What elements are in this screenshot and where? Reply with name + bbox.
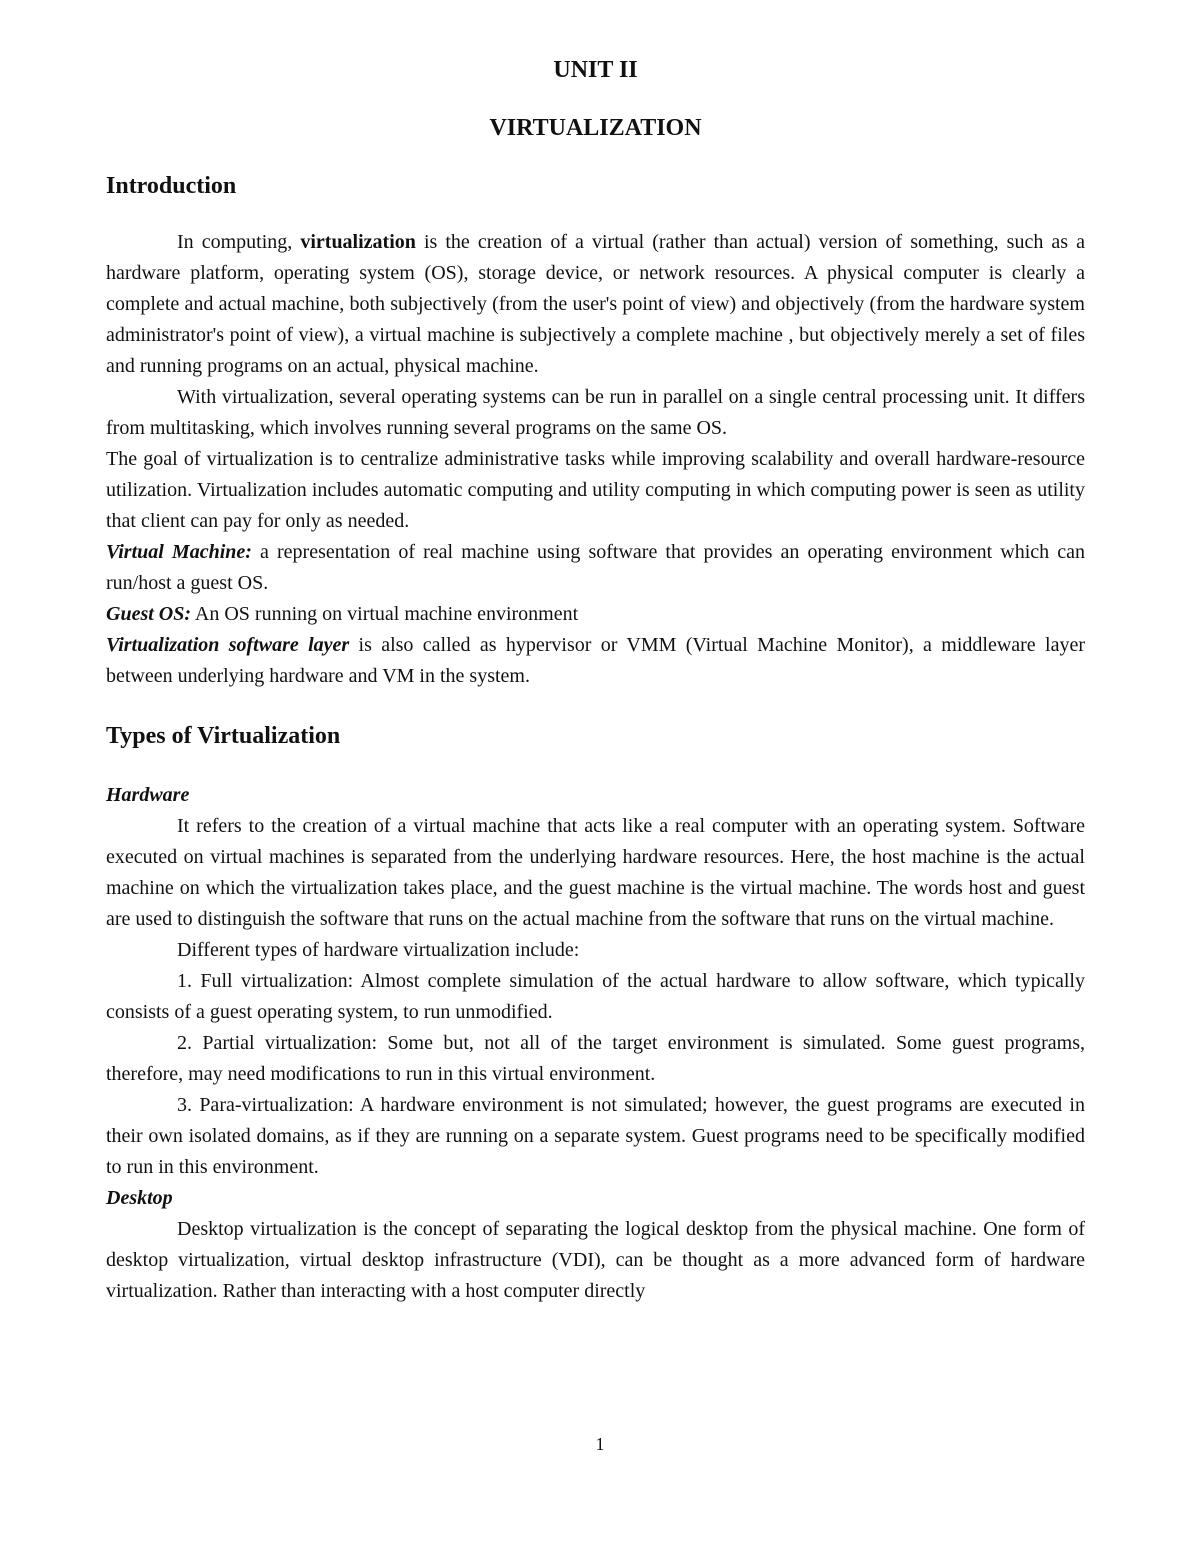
subheading-hardware: Hardware [106,784,190,806]
definition-software-layer [106,630,1085,692]
intro-paragraph-2: With virtualization, several operating systems can be run in parallel on a single central processing unit. It differs from multitasking, which involves running several programs on the same OS. [106,386,1085,439]
section-heading-introduction: Introduction [106,173,237,199]
list-item-para-virtualization: 3. Para-virtualization: A hardware environment is not simulated; however, the guest programs are executed in their own isolated domains, as if they are running on a separate system. Guest programs need to be specifically modified to run in this environment. [106,1094,1085,1178]
page-number: 1 [595,1434,605,1454]
intro-p1-rest: is the creation of a virtual (rather than actual) version of something, such as a hardware platform, operating system (OS), storage device, or network resources. A physical computer is clearly a complete and actual machine, both subjectively (from the user's point of view) and objectively (from the hardware system administrator's point of view), a virtual machine is subjectively a complete machine , but objectively merely a set of files and running programs on an actual, physical machine. [106,231,1085,377]
def-virtual-machine: a representation of real machine using software that provides an operating environment which can run/host a guest OS. [106,541,1086,594]
definition-guest-os [106,599,1085,630]
chapter-title: VIRTUALIZATION [489,115,702,141]
intro-p1-prefix: In computing, [177,231,301,253]
term-software-layer: Virtualization software layer [106,634,350,656]
desktop-paragraph-1: Desktop virtualization is the concept of separating the logical desktop from the physical machine. One form of desktop virtualization, virtual desktop infrastructure (VDI), can be thought as a more advanced form of hardware virtualization. Rather than interacting with a host computer directly [106,1218,1085,1302]
term-guest-os: Guest OS: [106,603,192,625]
hardware-paragraph-2: Different types of hardware virtualization include: [177,939,580,961]
def-software-layer: is also called as hypervisor or VMM (Virtual Machine Monitor), a middleware layer between underlying hardware and VM in the system. [106,634,1085,687]
section-heading-types: Types of Virtualization [106,723,341,749]
intro-paragraph-1 [106,227,1085,382]
hardware-paragraph-1: It refers to the creation of a virtual machine that acts like a real computer with an operating system. Software executed on virtual machines is separated from the underlying hardware resources. Here, the host machine is the actual machine on which the virtualization takes place, and the guest machine is the virtual machine. The words host and guest are used to distinguish the software that runs on the actual machine from the software that runs on the virtual machine. [106,815,1085,930]
intro-paragraph-3: The goal of virtualization is to centralize administrative tasks while improving scalability and overall hardware-resource utilization. Virtualization includes automatic computing and utility computing in which computing power is seen as utility that client can pay for only as needed. [106,448,1085,532]
list-item-full-virtualization: 1. Full virtualization: Almost complete simulation of the actual hardware to allow software, which typically consists of a guest operating system, to run unmodified. [106,970,1085,1023]
subheading-desktop: Desktop [106,1187,173,1209]
definition-virtual-machine [106,537,1085,599]
def-guest-os: An OS running on virtual machine environment [191,603,579,625]
virtualization-term: virtualization [300,231,416,253]
list-item-partial-virtualization: 2. Partial virtualization: Some but, not all of the target environment is simulated. Some guest programs, therefore, may need modifications to run in this virtual environment. [106,1032,1085,1085]
term-virtual-machine: Virtual Machine: [106,541,252,563]
unit-title: UNIT II [553,57,638,83]
